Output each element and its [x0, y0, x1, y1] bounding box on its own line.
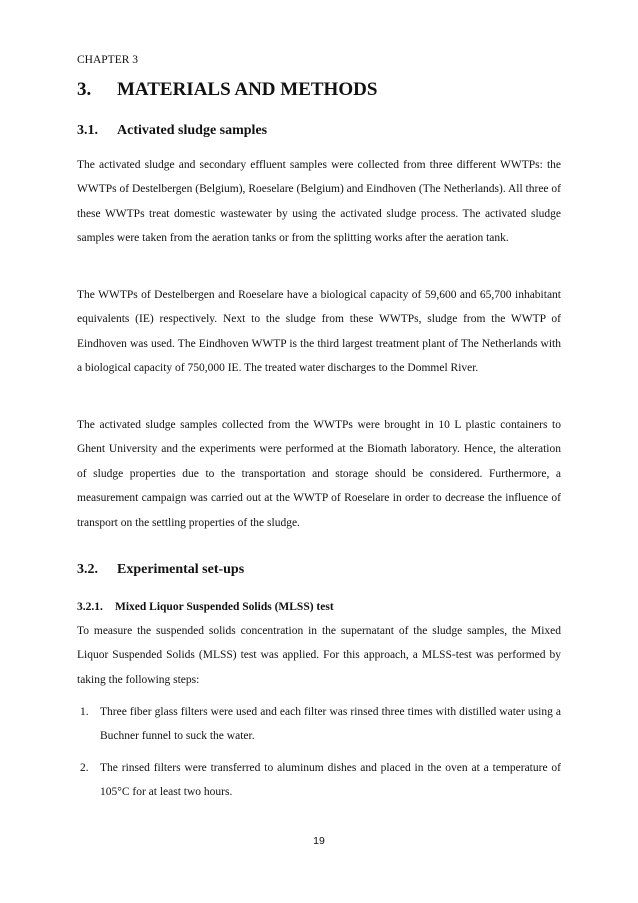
- list-item-text: The rinsed filters were transferred to aluminum dishes and placed in the oven at a temperature of 105°C for at least two hours.: [100, 761, 561, 799]
- paragraph-sample-transport: The activated sludge samples collected from the WWTPs were brought in 10 L plastic containers to Ghent University and the experiments were performed at the Biomath laboratory. Hence, the alteration of sludge properties due to the transportation and storage should be considered. Furthermore, a measurement campaign was carried out at the WWTP of Roeselare in order to decrease the influence of transport on the settling properties of the sludge.: [77, 419, 561, 529]
- subsection-title: Mixed Liquor Suspended Solids (MLSS) test: [115, 601, 334, 613]
- section-title: Activated sludge samples: [117, 123, 268, 138]
- chapter-heading-title: MATERIALS AND METHODS: [117, 79, 378, 100]
- chapter-heading: [77, 79, 377, 101]
- page-number: 19: [313, 835, 325, 847]
- list-item-number: 2.: [80, 761, 89, 774]
- section-number: 3.2.: [77, 562, 98, 577]
- section-title: Experimental set-ups: [117, 562, 245, 577]
- paragraph-mlss-intro: To measure the suspended solids concentration in the supernatant of the sludge samples, the Mixed Liquor Suspended Solids (MLSS) test was applied. For this approach, a MLSS-test was performed by taking the following steps:: [77, 625, 561, 686]
- chapter-label: CHAPTER 3: [77, 54, 139, 66]
- subsection-number: 3.2.1.: [77, 601, 103, 613]
- section-number: 3.1.: [77, 123, 98, 138]
- paragraph-wwtp-capacity: The WWTPs of Destelbergen and Roeselare have a biological capacity of 59,600 and 65,700 inhabitant equivalents (IE) respectively. Next to the sludge from these WWTPs, sludge from the WWTP of Eindhoven was used. The Eindhoven WWTP is the third largest treatment plant of The Netherlands with a biological capacity of 750,000 IE. The treated water discharges to the Dommel River.: [77, 289, 561, 375]
- list-item: [77, 756, 561, 805]
- chapter-heading-number: 3.: [77, 79, 92, 100]
- list-item: [77, 700, 561, 749]
- subsection-heading-mlss: [77, 601, 334, 613]
- paragraph-sample-collection: The activated sludge and secondary effluent samples were collected from three different WWTPs: the WWTPs of Destelbergen (Belgium), Roeselare (Belgium) and Eindhoven (The Netherlands). All three of these WWTPs treat domestic wastewater by using the activated sludge process. The activated sludge samples were taken from the aeration tanks or from the splitting works after the aeration tank.: [77, 159, 561, 245]
- section-heading-activated-sludge: [77, 123, 267, 139]
- list-item-text: Three fiber glass filters were used and each filter was rinsed three times with distilled water using a Buchner funnel to suck the water.: [100, 706, 561, 743]
- mlss-steps-list: [77, 700, 561, 812]
- list-item-number: 1.: [80, 706, 89, 718]
- section-heading-experimental-setups: [77, 562, 244, 578]
